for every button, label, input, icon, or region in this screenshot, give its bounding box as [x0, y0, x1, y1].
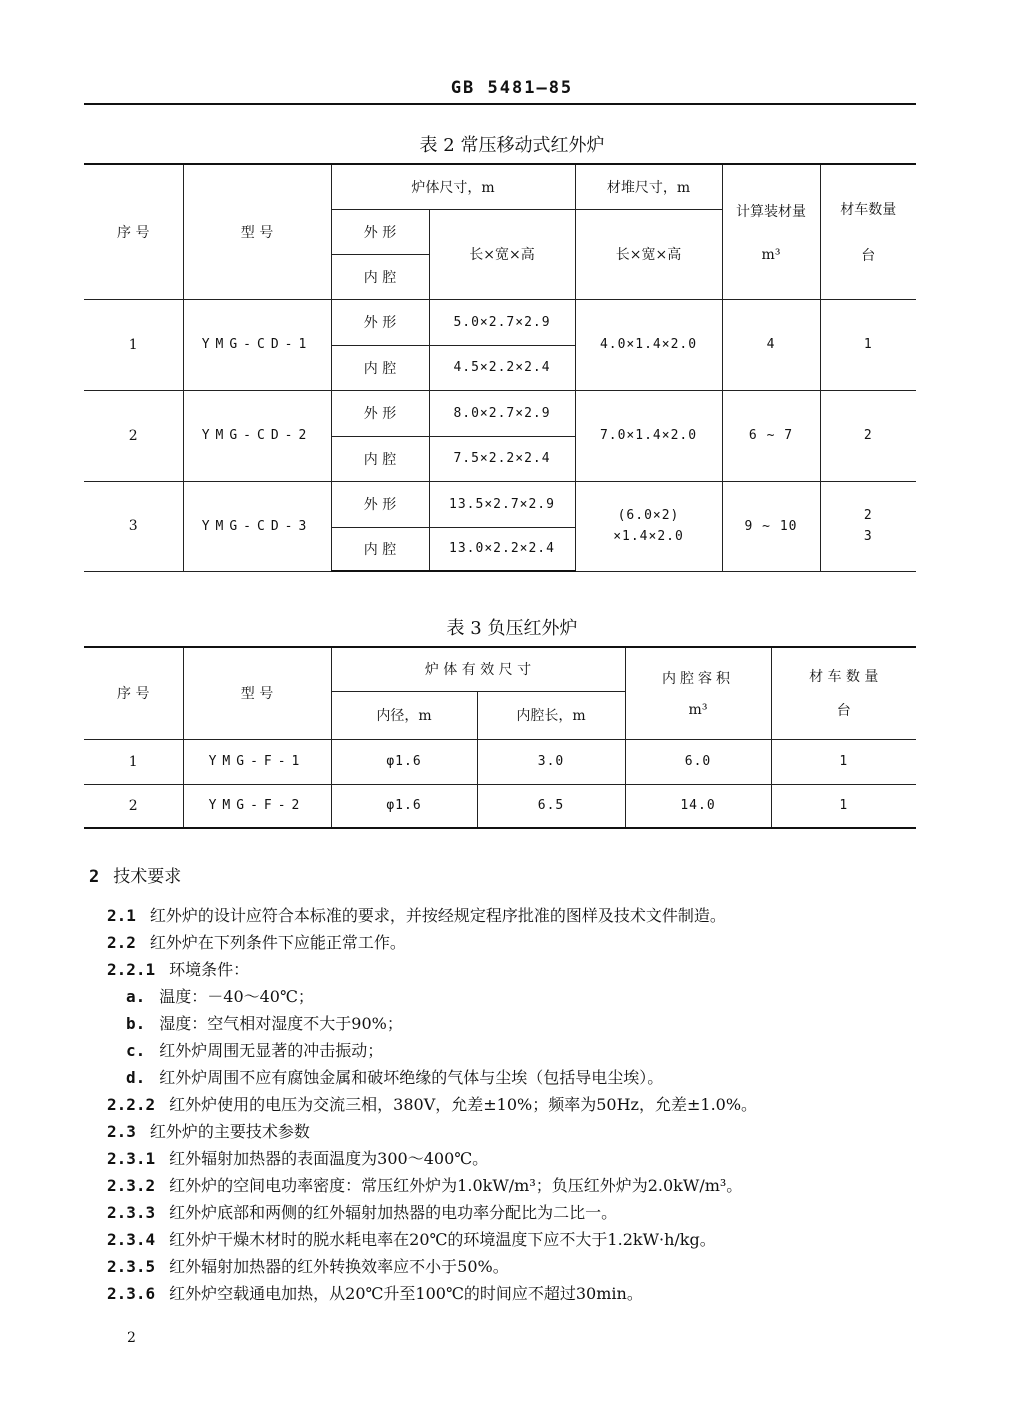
- t2-row2-seq: 2: [84, 390, 183, 481]
- t3-row1-diameter: φ1.6: [331, 739, 477, 784]
- t3-row1-model: YMG-F-1: [183, 739, 331, 784]
- t3-head-carts-unit: 台: [836, 703, 851, 720]
- t2-head-furnace-size: 炉体尺寸，m: [331, 164, 575, 209]
- t2-head-pile-lwh: 长×宽×高: [575, 209, 722, 299]
- para-text: 环境条件：: [169, 960, 250, 979]
- para-2-3-5: [107, 1254, 509, 1277]
- para-text: 红外炉周围不应有腐蚀金属和破坏绝缘的气体与尘埃（包括导电尘埃）。: [159, 1068, 664, 1087]
- para-text: 红外辐射加热器的红外转换效率应不小于50%。: [169, 1257, 509, 1276]
- t2-row3-carts-line1: 2: [863, 508, 873, 523]
- t2-row3-pile-line2: ×1.4×2.0: [613, 529, 684, 544]
- para-b: [126, 1011, 403, 1034]
- t2-row2-carts: 2: [820, 390, 916, 481]
- t2-head-calc-volume: [722, 164, 820, 299]
- t2-row3-pile-line1: (6.0×2): [617, 508, 680, 523]
- para-2-3-3: [107, 1200, 617, 1223]
- t2-row3-seq: 3: [84, 481, 183, 571]
- para-number: 2.3.1: [107, 1149, 156, 1168]
- t3-row2-diameter: φ1.6: [331, 784, 477, 828]
- para-2-3: [107, 1119, 310, 1142]
- t3-row1-carts: 1: [771, 739, 916, 784]
- para-number: 2.3.4: [107, 1230, 156, 1249]
- para-text: 温度：－40～40℃；: [159, 987, 314, 1006]
- t2-row3-pile: [575, 481, 722, 571]
- t2-row3-volume: 9 ~ 10: [722, 481, 820, 571]
- para-a: [126, 984, 314, 1007]
- t3-head-effective: 炉 体 有 效 尺 寸: [331, 647, 625, 691]
- t2-row2-volume: 6 ~ 7: [722, 390, 820, 481]
- para-2-2-1: [107, 957, 249, 980]
- para-number: 2.2.2: [107, 1095, 156, 1114]
- t2-head-cart-count: [820, 164, 916, 299]
- t3-row2-seq: 2: [84, 784, 183, 828]
- para-text: 红外炉的主要技术参数: [149, 1122, 310, 1141]
- para-2-3-2: [107, 1173, 742, 1196]
- t2-row3-inner-label: 内 腔: [331, 527, 429, 571]
- t2-head-pile-size: 材堆尺寸，m: [575, 164, 722, 209]
- para-text: 红外炉空载通电加热，从20℃升至100℃的时间应不超过30min。: [169, 1284, 643, 1303]
- t3-head-volume-unit: m³: [688, 702, 708, 719]
- t2-row1-carts: 1: [820, 299, 916, 390]
- page-number: 2: [127, 1330, 136, 1346]
- t2-row1-seq: 1: [84, 299, 183, 390]
- para-number: 2.2: [107, 933, 136, 952]
- t3-head-seq: 序 号: [84, 647, 183, 739]
- section-title: 技术要求: [113, 867, 182, 887]
- t2-head-inner: 内 腔: [331, 254, 429, 299]
- para-number: 2.3.3: [107, 1203, 156, 1222]
- para-number: d.: [126, 1068, 146, 1087]
- para-number: 2.3.2: [107, 1176, 156, 1195]
- t2-head-calc-volume-label: 计算装材量: [736, 203, 806, 220]
- para-number: b.: [126, 1014, 146, 1033]
- t2-row2-pile: 7.0×1.4×2.0: [575, 390, 722, 481]
- t2-row3-carts-line2: 3: [863, 529, 873, 544]
- t2-row1-model: YMG-CD-1: [183, 299, 331, 390]
- t2-row3-carts: [820, 481, 916, 571]
- t2-head-model: 型 号: [183, 164, 331, 299]
- t2-head-cart-unit: 台: [861, 247, 876, 264]
- para-text: 红外炉使用的电压为交流三相，380V，允差±10%；频率为50Hz，允差±1.0%。: [169, 1095, 758, 1114]
- t3-row1-seq: 1: [84, 739, 183, 784]
- table3: [84, 646, 916, 829]
- para-2-3-6: [107, 1281, 643, 1304]
- t2-head-outer: 外 形: [331, 209, 429, 254]
- para-text: 红外炉干燥木材时的脱水耗电率在20℃的环境温度下应不大于1.2kW·h/kg。: [169, 1230, 716, 1249]
- t2-row1-outer-label: 外 形: [331, 299, 429, 345]
- header-rule: [84, 103, 916, 105]
- table2: [84, 163, 916, 572]
- section-heading: [89, 862, 181, 887]
- t3-head-model: 型 号: [183, 647, 331, 739]
- para-number: c.: [126, 1041, 146, 1060]
- t2-head-lwh: 长×宽×高: [429, 209, 575, 299]
- t2-row3-outer-label: 外 形: [331, 481, 429, 527]
- para-2-2: [107, 930, 406, 953]
- para-number: 2.1: [107, 906, 136, 925]
- para-c: [126, 1038, 383, 1061]
- t2-head-cart-label: 材车数量: [840, 201, 897, 218]
- table2-caption: 表 2 常压移动式红外炉: [419, 135, 605, 156]
- t3-head-carts-label: 材 车 数 量: [809, 669, 879, 686]
- t2-row2-outer-label: 外 形: [331, 390, 429, 436]
- t3-head-length: 内腔长，m: [477, 691, 625, 739]
- t2-row2-inner: 7.5×2.2×2.4: [429, 436, 575, 481]
- section-number: 2: [89, 867, 100, 887]
- document-code: GB 5481—85: [450, 78, 574, 98]
- t2-row1-outer: 5.0×2.7×2.9: [429, 299, 575, 345]
- para-text: 湿度：空气相对湿度不大于90%；: [159, 1014, 403, 1033]
- para-number: 2.3.5: [107, 1257, 156, 1276]
- para-text: 红外炉在下列条件下应能正常工作。: [149, 933, 406, 952]
- para-text: 红外炉底部和两侧的红外辐射加热器的电功率分配比为二比一。: [169, 1203, 618, 1222]
- t2-row1-inner: 4.5×2.2×2.4: [429, 345, 575, 390]
- para-2-2-2: [107, 1092, 757, 1115]
- t2-head-calc-unit: m³: [761, 246, 781, 263]
- t2-row2-inner-label: 内 腔: [331, 436, 429, 481]
- para-text: 红外炉的空间电功率密度：常压红外炉为1.0kW/m³；负压红外炉为2.0kW/m³。: [169, 1176, 743, 1195]
- t2-row1-pile: 4.0×1.4×2.0: [575, 299, 722, 390]
- t3-row2-volume: 14.0: [625, 784, 771, 828]
- para-number: 2.3: [107, 1122, 136, 1141]
- table3-caption: 表 3 负压红外炉: [446, 618, 578, 639]
- t2-row2-model: YMG-CD-2: [183, 390, 331, 481]
- para-2-3-4: [107, 1227, 716, 1250]
- t3-head-volume-label: 内腔容积: [662, 671, 734, 688]
- para-text: 红外炉周围无显著的冲击振动；: [159, 1041, 384, 1060]
- t3-row2-carts: 1: [771, 784, 916, 828]
- para-number: a.: [126, 987, 146, 1006]
- t3-head-diameter: 内径，m: [331, 691, 477, 739]
- t2-row1-volume: 4: [722, 299, 820, 390]
- para-text: 红外炉的设计应符合本标准的要求，并按经规定程序批准的图样及技术文件制造。: [149, 906, 726, 925]
- t2-row3-inner: 13.0×2.2×2.4: [429, 527, 575, 571]
- t3-row2-length: 6.5: [477, 784, 625, 828]
- para-2-1: [107, 903, 726, 926]
- t3-row2-model: YMG-F-2: [183, 784, 331, 828]
- t2-row2-outer: 8.0×2.7×2.9: [429, 390, 575, 436]
- t2-row3-model: YMG-CD-3: [183, 481, 331, 571]
- t2-row1-inner-label: 内 腔: [331, 345, 429, 390]
- para-number: 2.2.1: [107, 960, 156, 979]
- para-2-3-1: [107, 1146, 488, 1169]
- para-d: [126, 1065, 663, 1088]
- t3-head-volume: [625, 647, 771, 739]
- t2-head-seq: 序 号: [84, 164, 183, 299]
- t2-row3-outer: 13.5×2.7×2.9: [429, 481, 575, 527]
- t3-row1-volume: 6.0: [625, 739, 771, 784]
- para-number: 2.3.6: [107, 1284, 156, 1303]
- t3-head-carts: [771, 647, 916, 739]
- para-text: 红外辐射加热器的表面温度为300～400℃。: [169, 1149, 489, 1168]
- t3-row1-length: 3.0: [477, 739, 625, 784]
